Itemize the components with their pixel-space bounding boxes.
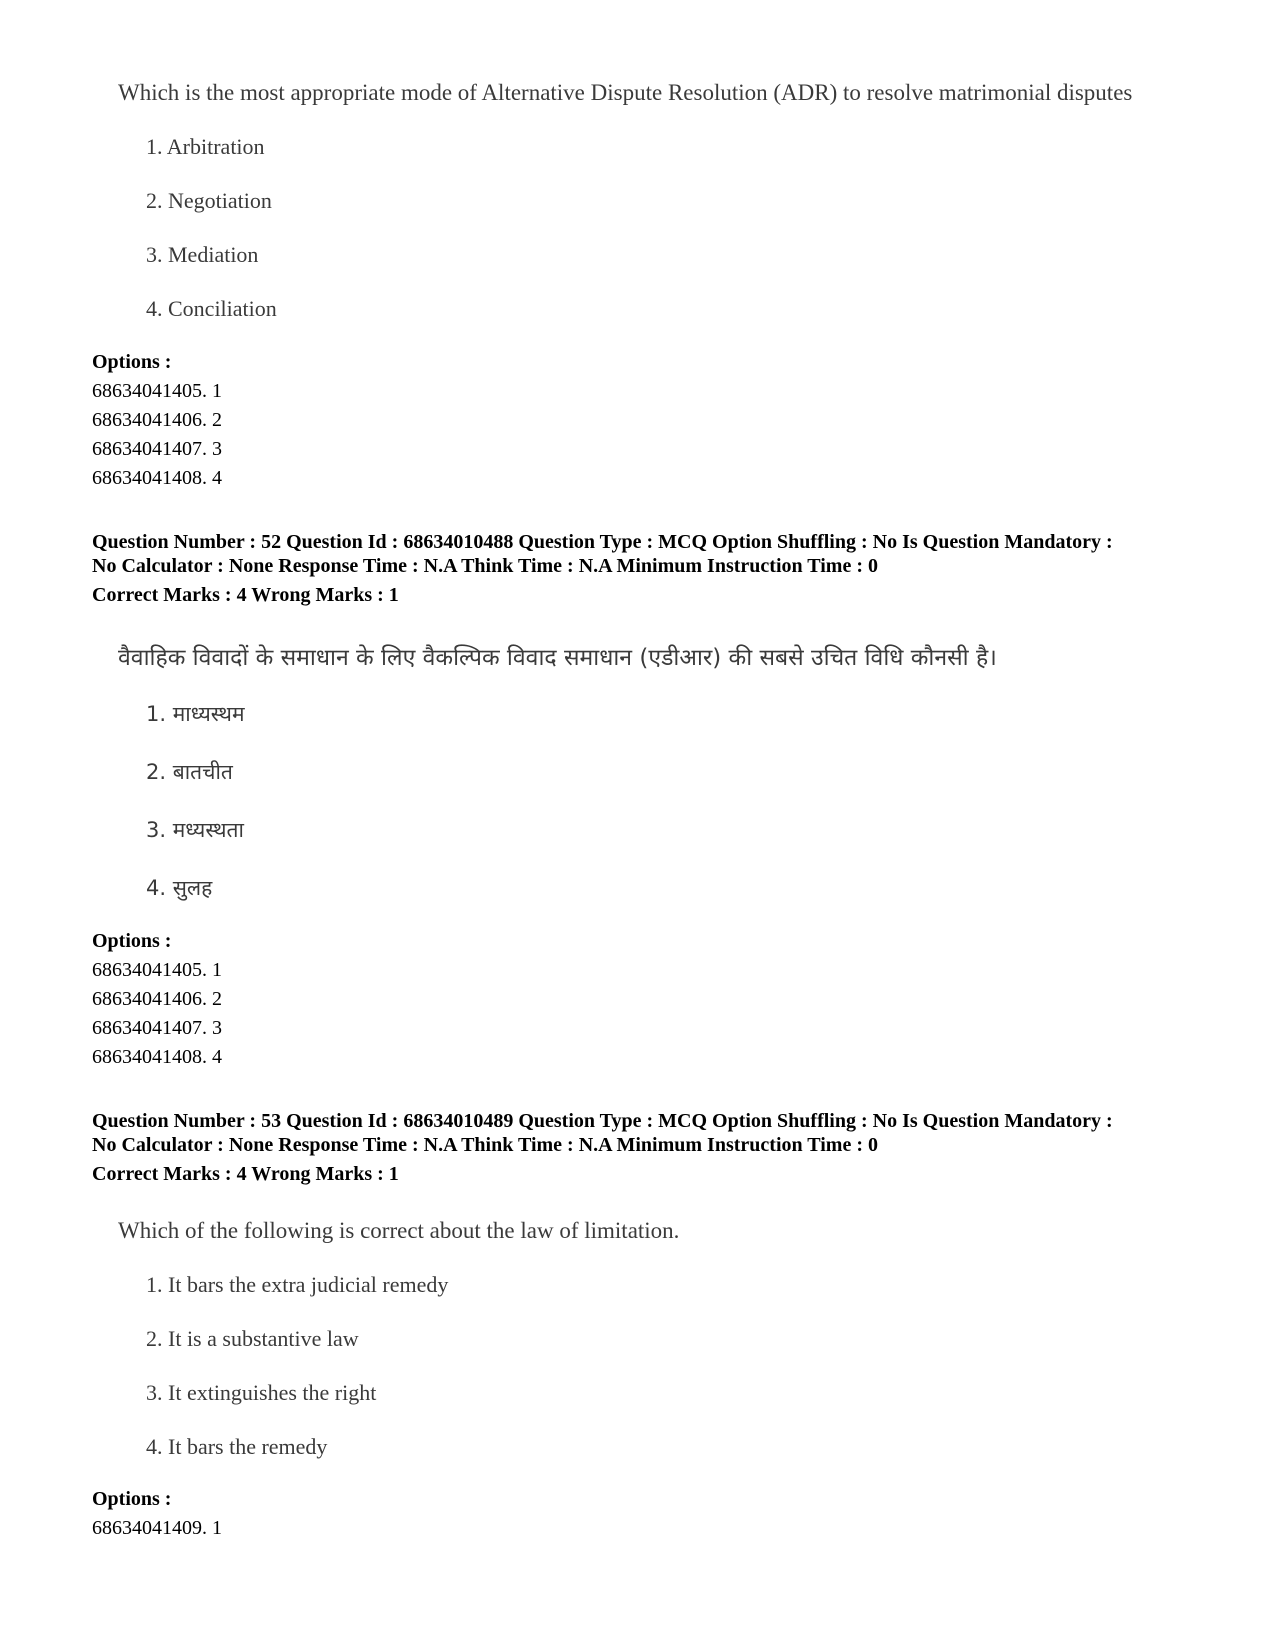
choice-2: 2. It is a substantive law — [146, 1326, 359, 1351]
choice-3: 3. It extinguishes the right — [146, 1380, 377, 1405]
choice-4: 4. Conciliation — [146, 296, 277, 321]
choice-2: 2. Negotiation — [146, 188, 272, 213]
question-text: Which of the following is correct about the law of limitation. — [118, 1218, 680, 1243]
option-row: 68634041408. 4 — [92, 467, 222, 489]
option-row: 68634041407. 3 — [92, 438, 222, 460]
option-row: 68634041406. 2 — [92, 988, 222, 1010]
choice-4: 4. सुलह — [146, 876, 213, 900]
options-label: Options : — [92, 1488, 172, 1510]
question-header-line2: No Calculator : None Response Time : N.A Think Time : N.A Minimum Instruction Time : 0 — [92, 1134, 878, 1156]
question-header-line1: Question Number : 52 Question Id : 68634010488 Question Type : MCQ Option Shuffling : No Is Question Mandatory : — [92, 531, 1113, 553]
question-header-line1: Question Number : 53 Question Id : 68634010489 Question Type : MCQ Option Shuffling : No Is Question Mandatory : — [92, 1110, 1113, 1132]
marks-line: Correct Marks : 4 Wrong Marks : 1 — [92, 584, 399, 606]
option-row: 68634041409. 1 — [92, 1517, 222, 1539]
question-text: Which is the most appropriate mode of Alternative Dispute Resolution (ADR) to resolve matrimonial disputes — [118, 80, 1133, 105]
choice-1: 1. It bars the extra judicial remedy — [146, 1272, 449, 1297]
option-row: 68634041407. 3 — [92, 1017, 222, 1039]
question-header-line2: No Calculator : None Response Time : N.A Think Time : N.A Minimum Instruction Time : 0 — [92, 555, 878, 577]
options-label: Options : — [92, 930, 172, 952]
choice-4: 4. It bars the remedy — [146, 1434, 328, 1459]
option-row: 68634041408. 4 — [92, 1046, 222, 1068]
option-row: 68634041406. 2 — [92, 409, 222, 431]
option-row: 68634041405. 1 — [92, 959, 222, 981]
option-row: 68634041405. 1 — [92, 380, 222, 402]
choice-2: 2. बातचीत — [146, 760, 233, 784]
choice-3: 3. मध्यस्थता — [146, 818, 244, 842]
choice-1: 1. Arbitration — [146, 134, 265, 159]
marks-line: Correct Marks : 4 Wrong Marks : 1 — [92, 1163, 399, 1185]
question-text: वैवाहिक विवादों के समाधान के लिए वैकल्पिक विवाद समाधान (एडीआर) की सबसे उचित विधि कौनसी है। — [118, 645, 997, 671]
choice-3: 3. Mediation — [146, 242, 259, 267]
options-label: Options : — [92, 351, 172, 373]
choice-1: 1. माध्यस्थम — [146, 702, 245, 726]
